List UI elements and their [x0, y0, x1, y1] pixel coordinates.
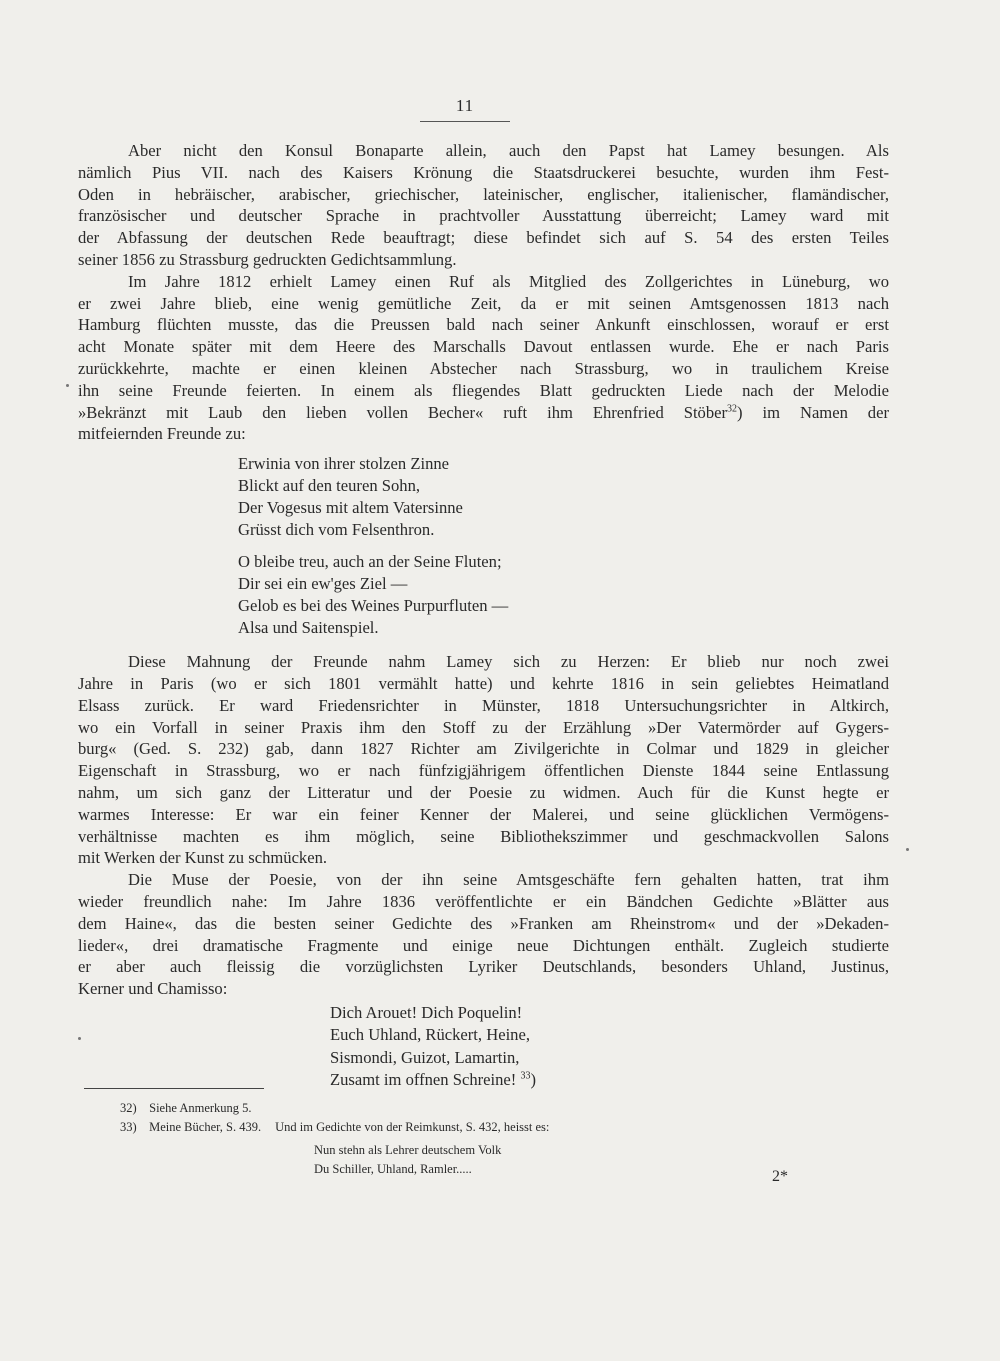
footnote-text: Meine Bücher, S. 439.	[149, 1120, 262, 1134]
signature-mark: 2*	[772, 1168, 788, 1185]
text-line: Kerner und Chamisso:	[78, 979, 228, 999]
text-line: zurückkehrte, machte er einen kleinen Abstecher nach Strassburg, wo in traulichem Kreise	[78, 358, 889, 378]
text-line: ihn seine Freunde feierten. In einem als fliegendes Blatt gedruckten Liede nach der Melodie	[78, 380, 889, 400]
footnotes	[120, 1099, 820, 1179]
ink-speck	[66, 384, 69, 387]
verse-line: Dich Arouet! Dich Poquelin!	[330, 1002, 523, 1022]
footnote-rule	[84, 1088, 264, 1089]
text-line: er aber auch fleissig die vorzüglichsten Lyriker Deutschlands, besonders Uhland, Justinus,	[78, 957, 889, 977]
paragraph-3	[78, 651, 889, 869]
paragraph-1	[78, 140, 889, 271]
text-fragment: »Bekränzt mit Laub den lieben vollen Becher« ruft ihm Ehrenfried Stöber	[78, 402, 728, 422]
verse-line: Blickt auf den teuren Sohn,	[238, 476, 421, 496]
verse-line: Dir sei ein ew'ges Ziel —	[238, 574, 408, 594]
text-line: seiner 1856 zu Strassburg gedruckten Gedichtsammlung.	[78, 249, 457, 269]
footnote-number: 33)	[120, 1120, 137, 1134]
text-line: Eigenschaft in Strassburg, wo er nach fünfzigjährigem öffentlichen Dienste 1844 seine Entlassung	[78, 761, 889, 781]
text-line: Die Muse der Poesie, von der ihn seine Amtsgeschäfte fern gehalten hatten, trat ihm	[128, 870, 889, 890]
text-line: lieder«, drei dramatische Fragmente und einige neue Dichtungen enthält. Zugleich studierte	[78, 935, 889, 955]
text-fragment: )	[530, 1070, 537, 1090]
text-line: dem Haine«, das die besten seiner Gedichte des »Franken am Rheinstrom« und der »Dekaden-	[78, 913, 889, 933]
footnote-ref: 33	[520, 1070, 531, 1082]
text-line: er zwei Jahre blieb, eine wenig gemütliche Zeit, da er mit seinen Amtsgenossen 1813 nach	[78, 293, 889, 313]
text-line: acht Monate später mit dem Heere des Marschalls Davout entlassen wurde. Ehe er nach Paris	[78, 337, 889, 357]
text-line: nämlich Pius VII. nach des Kaisers Krönung die Staatsdruckerei besuchte, wurden ihm Fest-	[78, 162, 889, 182]
verse-line: Euch Uhland, Rückert, Heine,	[330, 1025, 530, 1045]
poem-stober	[238, 453, 889, 639]
body-text	[78, 140, 889, 1092]
text-line: Oden in hebräischer, arabischer, griechischer, lateinischer, englischer, italienischer, flamändischer,	[78, 184, 889, 204]
text-line: mitfeiernden Freunde zu:	[78, 424, 246, 444]
footnote-quote-line: Nun stehn als Lehrer deutschem Volk	[314, 1143, 502, 1157]
text-line: nahm, um sich ganz der Litteratur und der Poesie zu widmen. Auch für die Kunst hegte er	[78, 782, 889, 802]
paragraph-4	[78, 869, 889, 1000]
text-line: französischer und deutscher Sprache in prachtvoller Ausstattung überreicht; Lamey ward mit	[78, 206, 889, 226]
verse-line: Alsa und Saitenspiel.	[238, 618, 379, 638]
verse-line-with-footnote	[330, 1069, 889, 1092]
text-line: mit Werken der Kunst zu schmücken.	[78, 848, 328, 868]
text-line: Diese Mahnung der Freunde nahm Lamey sich zu Herzen: Er blieb nur noch zwei	[128, 652, 889, 672]
text-fragment: Zusamt im offnen Schreine!	[330, 1070, 517, 1090]
text-fragment: ) im Namen der	[737, 402, 889, 422]
text-line: Hamburg flüchten musste, das die Preussen bald nach seiner Ankunft einschlossen, worauf er erst	[78, 315, 889, 335]
ink-speck	[78, 1037, 81, 1040]
footnote-32	[120, 1099, 820, 1118]
footnote-ref: 32	[727, 403, 738, 415]
footnote-33	[120, 1118, 820, 1137]
verse-line: Erwinia von ihrer stolzen Zinne	[238, 454, 450, 474]
verse-line: Gelob es bei des Weines Purpurfluten —	[238, 596, 509, 616]
footnote-number: 32)	[120, 1101, 137, 1115]
text-line: warmes Interesse: Er war ein feiner Kenner der Malerei, und seine glücklichen Vermögens-	[78, 804, 889, 824]
paragraph-2	[78, 271, 889, 445]
footnote-quote-line: Du Schiller, Uhland, Ramler.....	[314, 1162, 472, 1176]
text-line: wo ein Vorfall in seiner Praxis ihm den Stoff zu der Erzählung »Der Vatermörder auf Gygers-	[78, 717, 889, 737]
text-line-with-footnote	[78, 402, 889, 424]
footnote-text: Und im Gedichte von der Reimkunst, S. 432, heisst es:	[275, 1120, 550, 1134]
footnote-text: Siehe Anmerkung 5.	[149, 1101, 252, 1115]
text-line: Im Jahre 1812 erhielt Lamey einen Ruf als Mitglied des Zollgerichtes in Lüneburg, wo	[128, 271, 889, 291]
text-line: burg« (Ged. S. 232) gab, dann 1827 Richter am Zivilgerichte in Colmar und 1829 in gleicher	[78, 739, 889, 759]
poem-lamey	[330, 1002, 889, 1092]
page-number: 11	[455, 96, 475, 115]
verse-line: Grüsst dich vom Felsenthron.	[238, 520, 435, 540]
page-number-rule	[420, 121, 510, 122]
text-line: Elsass zurück. Er ward Friedensrichter in Münster, 1818 Untersuchungsrichter in Altkirch,	[78, 695, 889, 715]
text-line: der Abfassung der deutschen Rede beauftragt; diese befindet sich auf S. 54 des ersten Teiles	[78, 228, 889, 248]
text-line: Jahre in Paris (wo er sich 1801 vermählt hatte) und kehrte 1816 in sein geliebtes Heimatland	[78, 673, 889, 693]
verse-line: O bleibe treu, auch an der Seine Fluten;	[238, 552, 502, 572]
verse-line: Sismondi, Guizot, Lamartin,	[330, 1047, 520, 1067]
text-line: Aber nicht den Konsul Bonaparte allein, auch den Papst hat Lamey besungen. Als	[128, 141, 889, 160]
text-line: wieder freundlich nahe: Im Jahre 1836 veröffentlichte er ein Bändchen Gedichte »Blätter aus	[78, 891, 889, 911]
ink-speck	[906, 848, 909, 851]
text-line: verhältnisse machten es ihm möglich, seine Bibliothekszimmer und geschmackvollen Salons	[78, 826, 889, 846]
verse-line: Der Vogesus mit altem Vatersinne	[238, 498, 463, 518]
